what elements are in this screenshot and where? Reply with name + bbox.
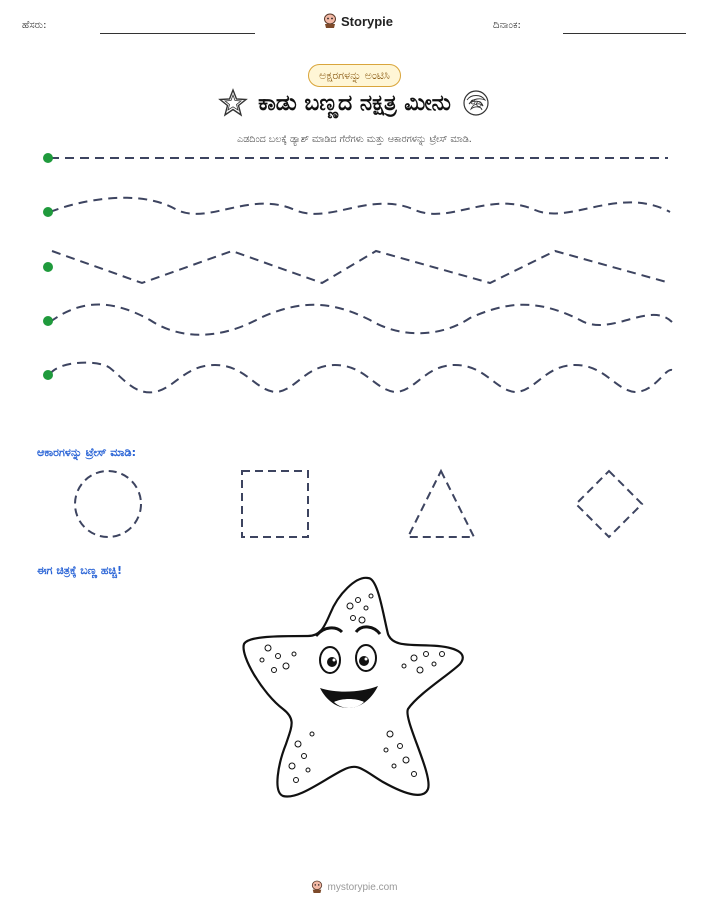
trace-shape-diamond [576,471,642,537]
name-write-line [100,33,255,34]
name-label: ಹೆಸರು: [22,20,47,31]
start-dot-5 [43,370,53,380]
coloring-section-label: ಈಗ ಚಿತ್ರಕ್ಕೆ ಬಣ್ಣ ಹಚ್ಚಿ! [37,564,123,577]
trace-line-wave [50,198,670,214]
trace-line-zigzag [52,251,670,283]
starfish-coloring-image [238,574,470,802]
date-write-line [563,33,686,34]
starfish-outline [244,578,463,797]
storypie-mascot-icon [323,13,337,29]
trace-line-bumps [50,363,672,393]
tracing-lines [0,140,709,400]
start-dot-2 [43,207,53,217]
doodle-ball-icon [461,88,491,118]
trace-shapes [0,462,709,552]
storypie-mascot-icon [311,880,323,894]
instructions: ಎಡದಿಂದ ಬಲಕ್ಕೆ ಡ್ಯಾಶ್ ಮಾಡಿದ ಗೆರೆಗಳು ಮತ್ತು ಆಕಾರಗಳನ್ನು ಟ್ರೇಸ್ ಮಾಡಿ. [237,134,472,145]
brand-logo [323,13,393,29]
page-title: ಕಾಡು ಬಣ್ಣದ ನಕ್ಷತ್ರ ಮೀನು [258,90,451,116]
brand-name: Storypie [341,13,394,29]
title-row [0,88,709,118]
footer [0,880,709,894]
start-dot-1 [43,153,53,163]
shapes-section-label: ಆಕಾರಗಳನ್ನು ಟ್ರೇಸ್ ಮಾಡಿ: [37,446,136,459]
start-dot-3 [43,262,53,272]
trace-shape-circle [75,471,141,537]
trace-shape-square [242,471,308,537]
star-outline-icon [218,88,248,118]
start-dot-4 [43,316,53,326]
trace-line-wave-2 [50,304,672,334]
footer-url: mystorypie.com [327,881,398,893]
title-badge: ಅಕ್ಷರಗಳನ್ನು ಅಂಟಿಸಿ [308,64,401,87]
trace-shape-triangle [408,471,474,537]
date-label: ದಿನಾಂಕ: [493,20,521,31]
